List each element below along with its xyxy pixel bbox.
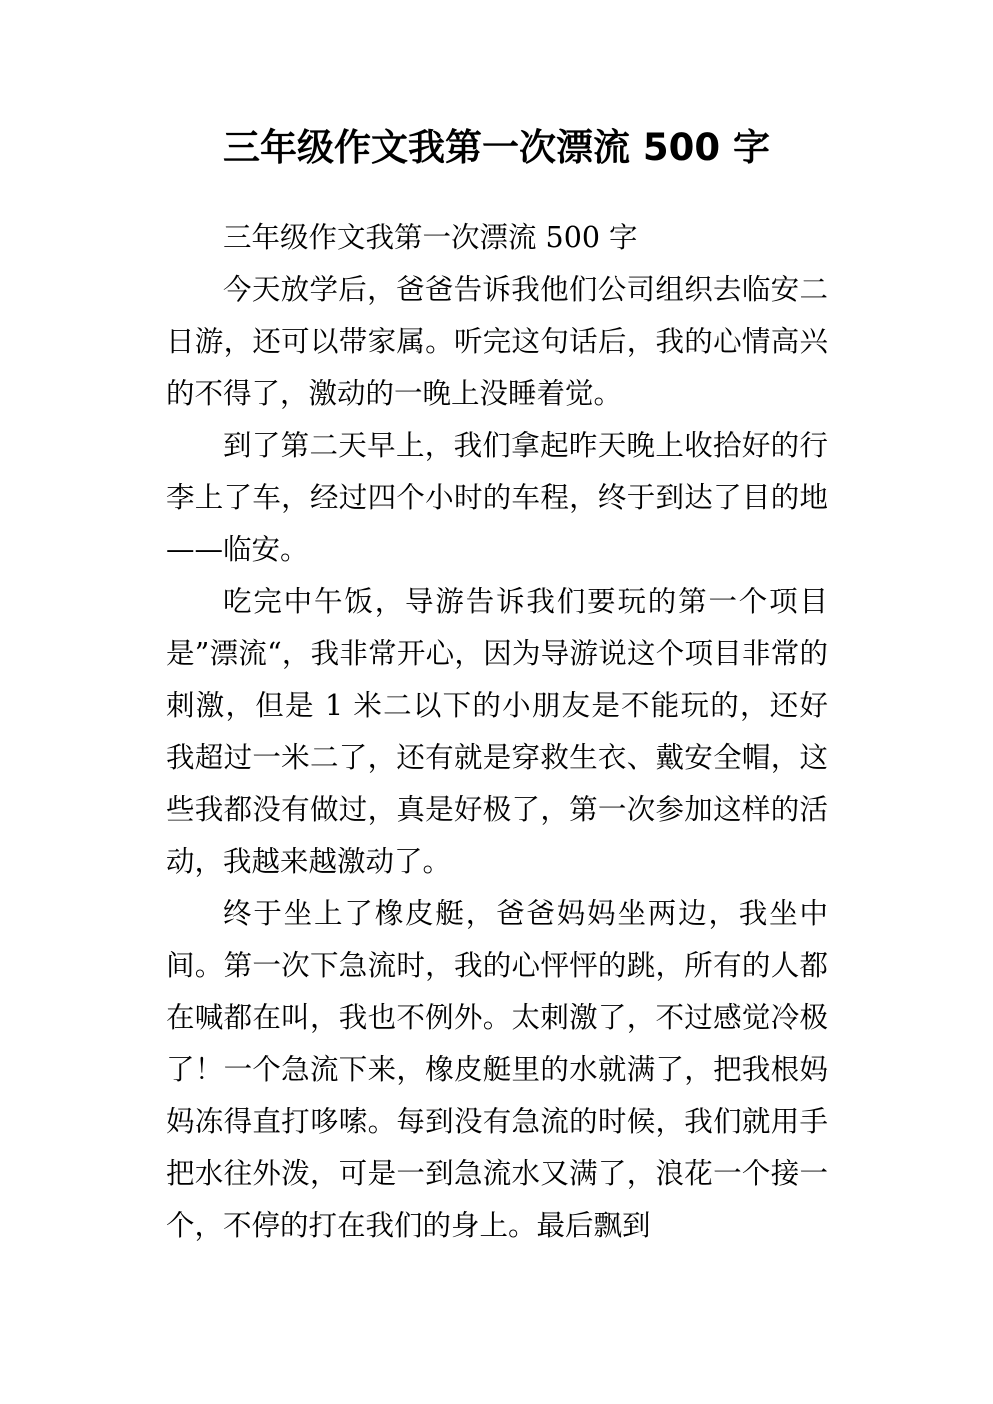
paragraph-subtitle: 三年级作文我第一次漂流 500 字 [223,221,638,254]
paragraph: 终于坐上了橡皮艇，爸爸妈妈坐两边，我坐中间。第一次下急流时，我的心怦怦的跳，所有的人都在喊都在叫，我也不例外。太刺激了，不过感觉冷极了！一个急流下来，橡皮艇里的水就满了，把我根妈妈冻得直打哆嗦。每到没有急流的时候，我们就用手把水往外泼，可是一到急流水又满了，浪花一个接一个，不停的打在我们的身上。最后飘到 [166,897,828,1242]
document-title: 三年级作文我第一次漂流 500 字 [223,126,770,169]
document-body [166,212,828,1252]
paragraph: 今天放学后，爸爸告诉我他们公司组织去临安二日游，还可以带家属。听完这句话后，我的心情高兴的不得了，激动的一晚上没睡着觉。 [166,273,828,410]
paragraph: 吃完中午饭，导游告诉我们要玩的第一个项目是”漂流“，我非常开心，因为导游说这个项目非常的刺激，但是 1 米二以下的小朋友是不能玩的，还好我超过一米二了，还有就是穿救生衣、戴安全帽，这些我都没有做过，真是好极了，第一次参加这样的活动，我越来越激动了。 [166,585,828,878]
paragraph: 到了第二天早上，我们拿起昨天晚上收拾好的行李上了车，经过四个小时的车程，终于到达了目的地——临安。 [166,429,828,566]
